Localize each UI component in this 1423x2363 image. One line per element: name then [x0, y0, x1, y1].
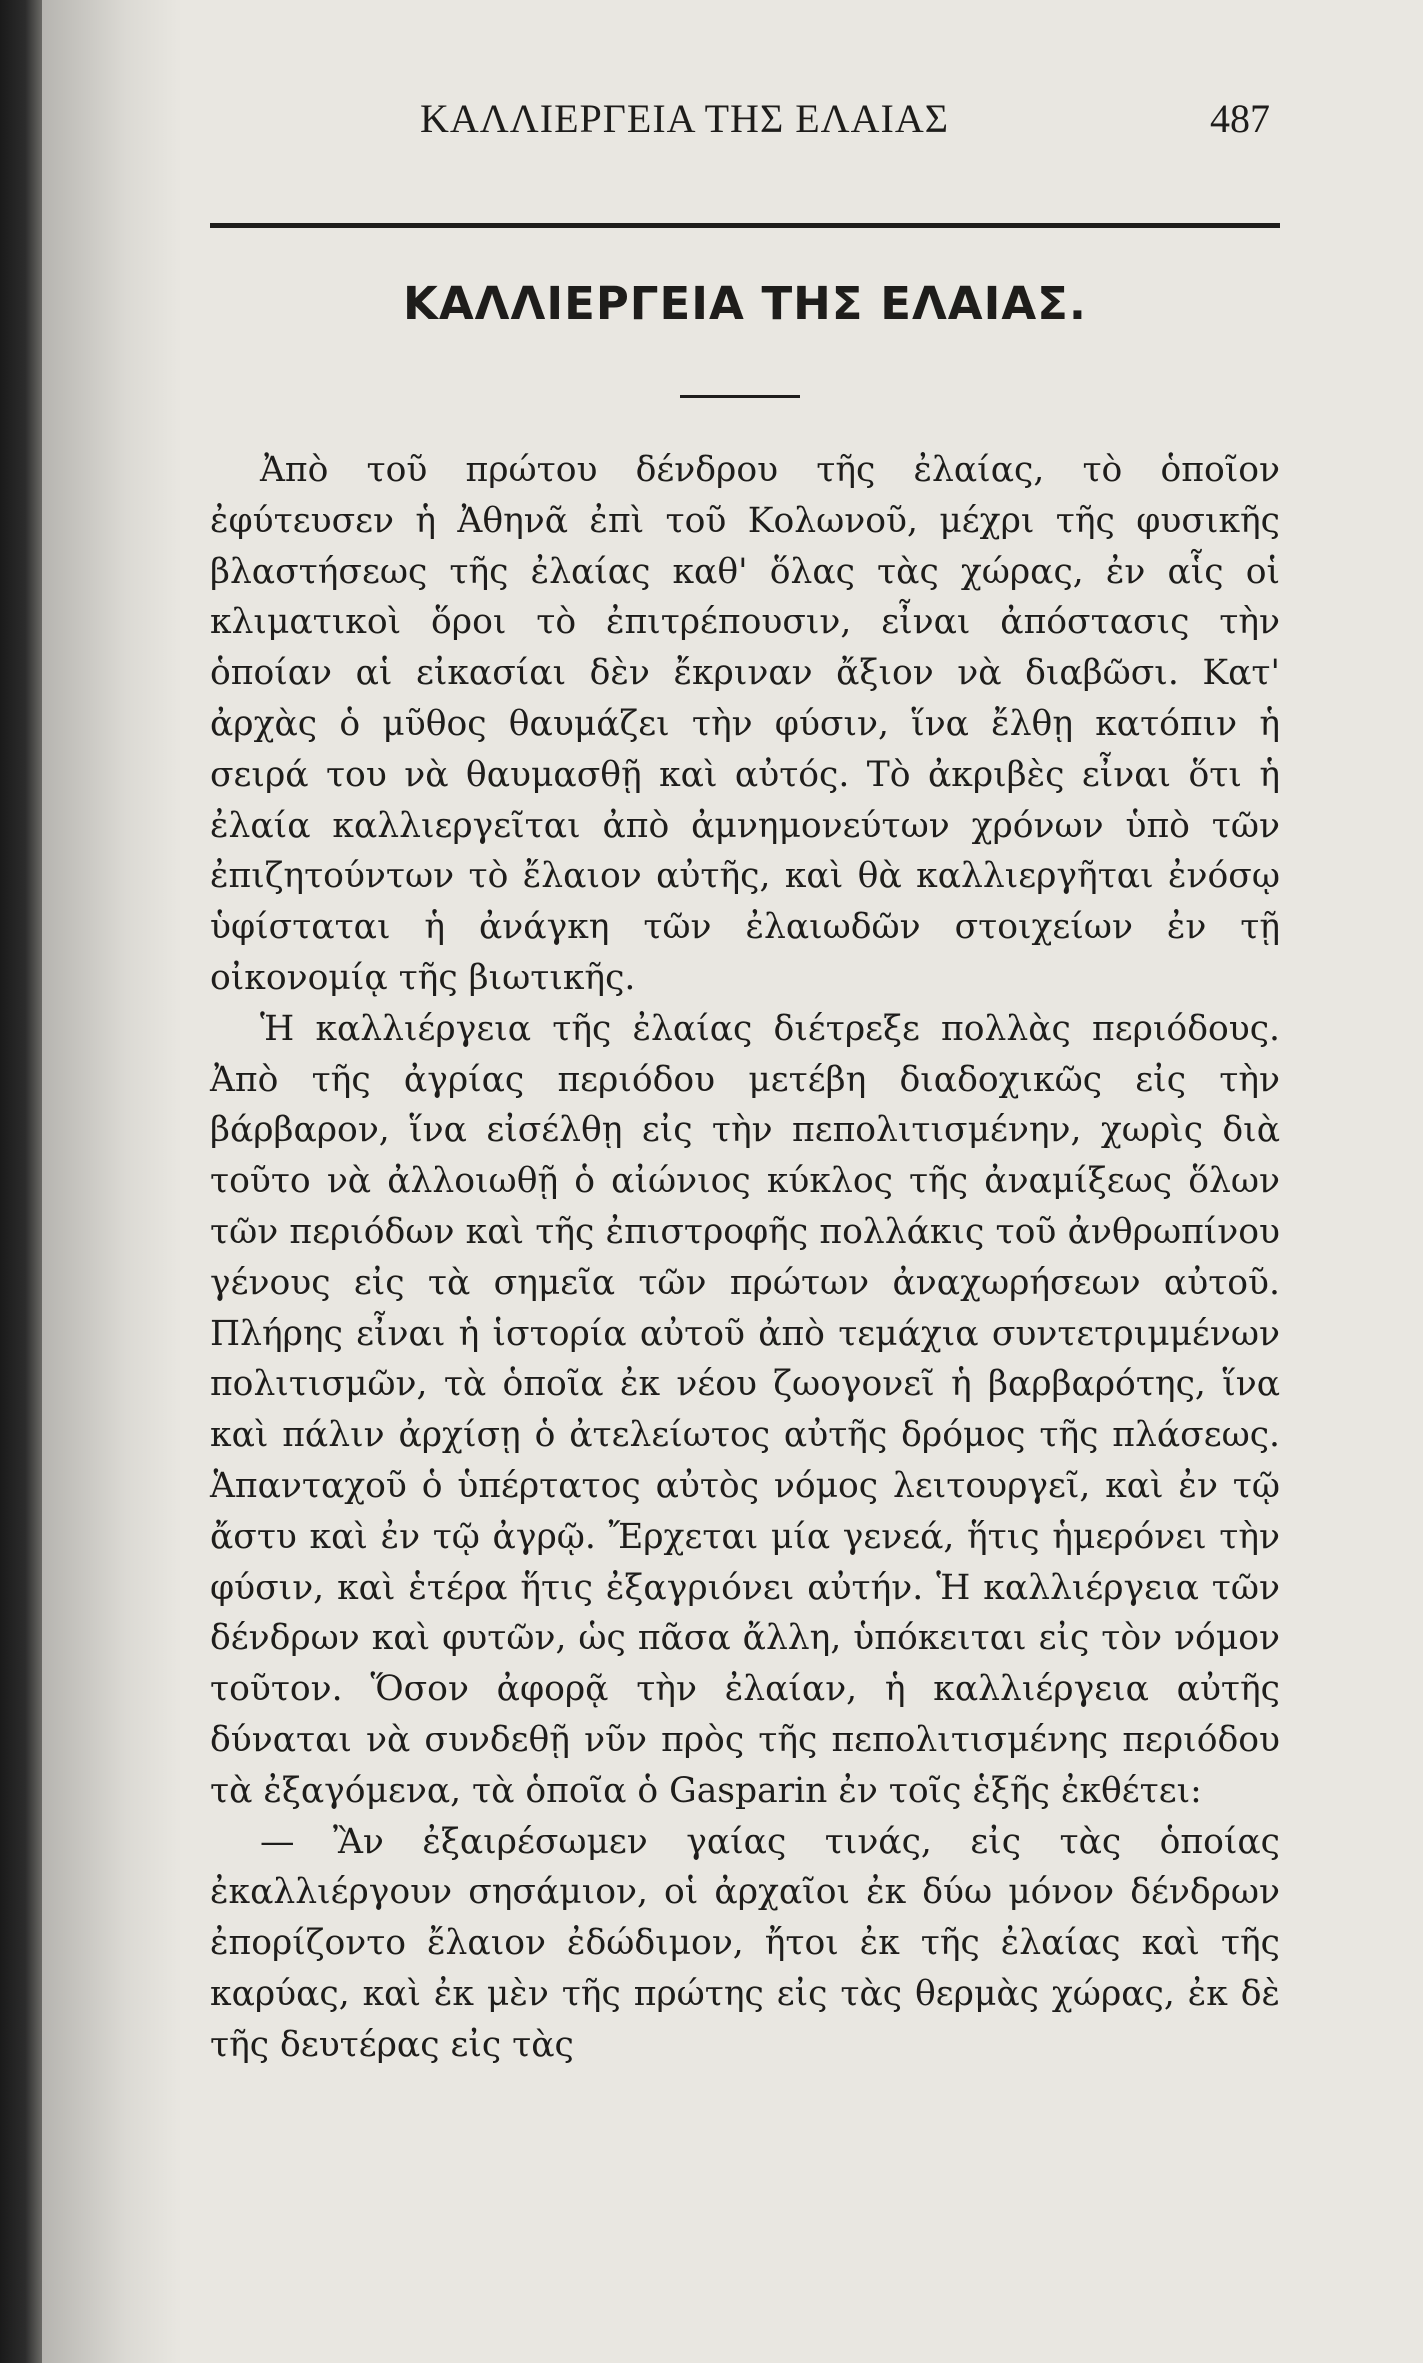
running-head: [210, 95, 1280, 165]
book-binding: [0, 0, 42, 2363]
body-text: [210, 445, 1280, 2071]
section-title: ΚΑΛΛΙΕΡΓΕΙΑ ΤΗΣ ΕΛΑΙΑΣ.: [402, 277, 1088, 330]
paragraph-2: Ἡ καλλιέργεια τῆς ἐλαίας διέτρεξε πολλὰς περιόδους. Ἀπὸ τῆς ἀγρίας περιόδου μετέβη διαδοχικῶς εἰς τὴν βάρβαρον, ἵνα εἰσέλθῃ εἰς τὴν πεπολιτισμένην, χωρὶς διὰ τοῦτο νὰ ἀλλοιωθῇ ὁ αἰώνιος κύκλος τῆς ἀναμίξεως ὅλων τῶν περιόδων καὶ τῆς ἐπιστροφῆς πολλάκις τοῦ ἀνθρωπίνου γένους εἰς τὰ σημεῖα τῶν πρώτων ἀναχωρήσεων αὐτοῦ. Πλήρης εἶναι ἡ ἱστορία αὐτοῦ ἀπὸ τεμάχια συντετριμμένων πολιτισμῶν, τὰ ὁποῖα ἐκ νέου ζωογονεῖ ἡ βαρβαρότης, ἵνα καὶ πάλιν ἀρχίσῃ ὁ ἀτελείωτος αὐτῆς δρόμος τῆς πλάσεως. Ἁπανταχοῦ ὁ ὑπέρτατος αὐτὸς νόμος λειτουργεῖ, καὶ ἐν τῷ ἄστυ καὶ ἐν τῷ ἀγρῷ. Ἔρχεται μία γενεά, ἥτις ἡμερόνει τὴν φύσιν, καὶ ἑτέρα ἥτις ἐξαγριόνει αὐτήν. Ἡ καλλιέργεια τῶν δένδρων καὶ φυτῶν, ὡς πᾶσα ἄλλη, ὑπόκειται εἰς τὸν νόμον τοῦτον. Ὅσον ἀφορᾷ τὴν ἐλαίαν, ἡ καλλιέργεια αὐτῆς δύναται νὰ συνδεθῇ νῦν πρὸς τῆς πεπολιτισμένης περιόδου τὰ ἐξαγόμενα, τὰ ὁποῖα ὁ Gasparin ἐν τοῖς ἑξῆς ἐκθέτει:: [210, 1008, 1280, 1811]
page-number: 487: [1210, 96, 1270, 141]
gutter-shadow: [42, 0, 182, 2363]
book-page: [210, 95, 1280, 2335]
title-underline-rule: [680, 395, 800, 398]
header-rule: [210, 223, 1280, 228]
paragraph-3: — Ἂν ἐξαιρέσωμεν γαίας τινάς, εἰς τὰς ὁποίας ἐκαλλιέργουν σησάμιον, οἱ ἀρχαῖοι ἐκ δύω μόνον δένδρων ἐπορίζοντο ἔλαιον ἐδώδιμον, ἤτοι ἐκ τῆς ἐλαίας καὶ τῆς καρύας, καὶ ἐκ μὲν τῆς πρώτης εἰς τὰς θερμὰς χώρας, ἐκ δὲ τῆς δευτέρας εἰς τὰς: [210, 1821, 1280, 2065]
paragraph-1: Ἀπὸ τοῦ πρώτου δένδρου τῆς ἐλαίας, τὸ ὁποῖον ἐφύτευσεν ἡ Ἀθηνᾶ ἐπὶ τοῦ Κολωνοῦ, μέχρι τῆς φυσικῆς βλαστήσεως τῆς ἐλαίας καθ' ὅλας τὰς χώρας, ἐν αἷς οἱ κλιματικοὶ ὅροι τὸ ἐπιτρέπουσιν, εἶναι ἀπόστασις τὴν ὁποίαν αἱ εἰκασίαι δὲν ἔκριναν ἄξιον νὰ διαβῶσι. Κατ' ἀρχὰς ὁ μῦθος θαυμάζει τὴν φύσιν, ἵνα ἔλθῃ κατόπιν ἡ σειρά του νὰ θαυμασθῇ καὶ αὐτός. Τὸ ἀκριβὲς εἶναι ὅτι ἡ ἐλαία καλλιεργεῖται ἀπὸ ἀμνημονεύτων χρόνων ὑπὸ τῶν ἐπιζητούντων τὸ ἔλαιον αὐτῆς, καὶ θὰ καλλιεργῆται ἐνόσῳ ὑφίσταται ἡ ἀνάγκη τῶν ἐλαιωδῶν στοιχείων ἐν τῇ οἰκονομίᾳ τῆς βιωτικῆς.: [210, 450, 1280, 998]
running-title: ΚΑΛΛΙΕΡΓΕΙΑ ΤΗΣ ΕΛΑΙΑΣ: [420, 96, 950, 141]
